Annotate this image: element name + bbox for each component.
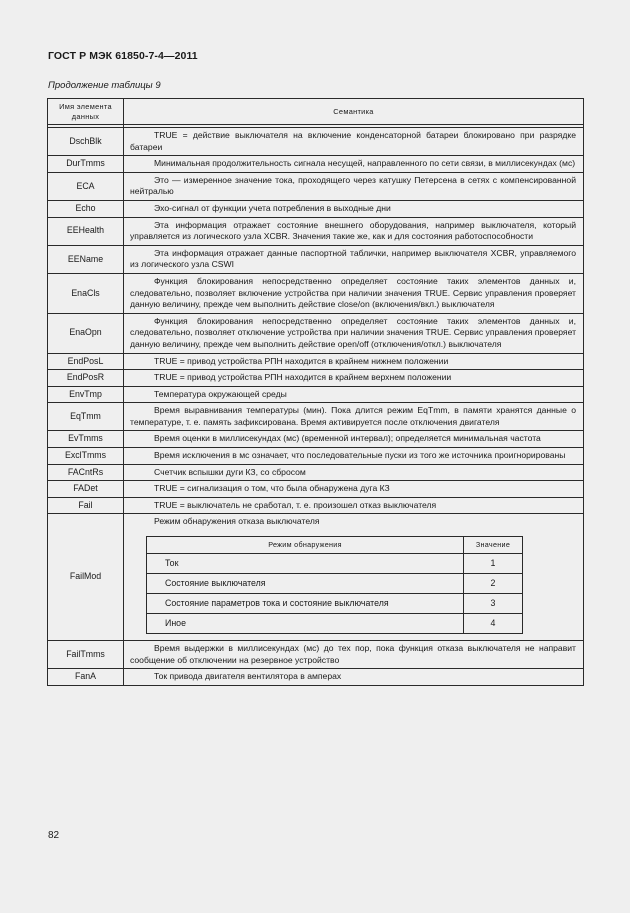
semantics-text: Эта информация отражает данные паспортной таблички, например выключателя XCBR, управляемого из логического узла CSWI xyxy=(130,247,576,270)
column-header-semantics: Семантика xyxy=(124,99,584,125)
semantics-cell xyxy=(124,514,584,641)
semantics-cell xyxy=(124,448,584,465)
semantics-table xyxy=(47,98,584,686)
table-row xyxy=(48,273,584,313)
semantics-text: Время исключения в мс означает, что последовательные пуски из того же источника проигнорированы xyxy=(154,450,566,461)
semantics-cell xyxy=(124,431,584,448)
semantics-cell xyxy=(124,172,584,200)
semantics-text: Это — измеренное значение тока, проходящего через катушку Петерсена в сетях с компенсированной нейтралью xyxy=(130,174,576,197)
semantics-text: Время выравнивания температуры (мин). Пока длится режим EqTmm, в памяти хранятся данные о температуре, т. е. память зафиксирована. Время активируется после отключения двигателя xyxy=(130,405,576,427)
semantics-cell xyxy=(124,156,584,173)
detection-mode-table xyxy=(146,536,523,634)
semantics-cell xyxy=(124,669,584,686)
table-row xyxy=(48,172,584,200)
semantics-cell xyxy=(124,128,584,156)
semantics-text: Режим обнаружения отказа выключателя xyxy=(154,516,320,527)
column-header-value: Значение xyxy=(464,537,523,554)
semantics-text: TRUE = выключатель не сработал, т. е. произошел отказ выключателя xyxy=(154,499,437,510)
semantics-cell xyxy=(124,245,584,273)
table-row xyxy=(48,245,584,273)
semantics-cell xyxy=(124,200,584,217)
data-element-name: EndPosL xyxy=(48,353,124,370)
standard-header: ГОСТ Р МЭК 61850-7-4—2011 xyxy=(48,50,198,62)
data-element-name: ExclTmms xyxy=(48,448,124,465)
table-row xyxy=(48,200,584,217)
semantics-cell xyxy=(124,641,584,669)
sub-table-row xyxy=(147,594,523,614)
table-row xyxy=(48,497,584,514)
semantics-cell xyxy=(124,353,584,370)
semantics-cell xyxy=(124,386,584,403)
semantics-cell xyxy=(124,313,584,353)
semantics-text: Эхо-сигнал от функции учета потребления в выходные дни xyxy=(154,202,391,213)
table-row xyxy=(48,481,584,498)
semantics-text: Время выдержки в миллисекундах (мс) до тех пор, пока функция отказа выключателя не направит сообщение об отключении на резервное устройство xyxy=(130,643,576,665)
semantics-cell xyxy=(124,464,584,481)
semantics-cell xyxy=(124,403,584,431)
table-row xyxy=(48,353,584,370)
semantics-cell xyxy=(124,481,584,498)
semantics-cell xyxy=(124,370,584,387)
data-element-name: EnaCls xyxy=(48,273,124,313)
detection-value: 3 xyxy=(464,594,523,614)
table-row-failmod xyxy=(48,514,584,641)
semantics-text: Минимальная продолжительность сигнала несущей, направленного по сети связи, в миллисекундах (мс) xyxy=(154,158,576,169)
semantics-text: Счетчик вспышки дуги КЗ, со сбросом xyxy=(154,466,306,477)
data-element-name: FACntRs xyxy=(48,464,124,481)
table-row xyxy=(48,128,584,156)
sub-table-row xyxy=(147,574,523,594)
data-element-name: EnaOpn xyxy=(48,313,124,353)
semantics-text: TRUE = сигнализация о том, что была обнаружена дуга КЗ xyxy=(154,483,390,494)
detection-value: 2 xyxy=(464,574,523,594)
table-row xyxy=(48,403,584,431)
column-header-mode: Режим обнаружения xyxy=(147,537,464,554)
page-number: 82 xyxy=(48,830,60,841)
detection-value: 4 xyxy=(464,614,523,634)
semantics-cell xyxy=(124,217,584,245)
data-element-name: EEHealth xyxy=(48,217,124,245)
semantics-text: TRUE = привод устройства РПН находится в крайнем верхнем положении xyxy=(154,372,452,383)
sub-table-header-row xyxy=(147,537,523,554)
semantics-text: Функция блокирования непосредственно определяет состояние таких элементов данных и, следовательно, позволяет включение устройства при наличии значения TRUE. Сервис управления проверяет данную величину, прежде чем выполнить действие close/on (включения/вкл.) выключателя xyxy=(130,275,576,310)
data-element-name: EnvTmp xyxy=(48,386,124,403)
table-row xyxy=(48,217,584,245)
data-element-name: FailMod xyxy=(48,514,124,641)
detection-value: 1 xyxy=(464,554,523,574)
detection-mode: Состояние параметров тока и состояние выключателя xyxy=(147,594,464,614)
sub-table-row xyxy=(147,554,523,574)
data-element-name: EvTmms xyxy=(48,431,124,448)
table-row xyxy=(48,431,584,448)
semantics-text: Температура окружающей среды xyxy=(154,388,287,399)
semantics-text: TRUE = привод устройства РПН находится в крайнем нижнем положении xyxy=(154,355,449,366)
table-row xyxy=(48,386,584,403)
detection-mode: Состояние выключателя xyxy=(147,574,464,594)
table-row xyxy=(48,641,584,669)
data-element-name: FanA xyxy=(48,669,124,686)
table-row xyxy=(48,156,584,173)
semantics-text: TRUE = действие выключателя на включение конденсаторной батареи блокировано при разрядке батареи xyxy=(130,130,576,152)
data-element-name: EqTmm xyxy=(48,403,124,431)
data-element-name: DurTmms xyxy=(48,156,124,173)
semantics-text: Ток привода двигателя вентилятора в амперах xyxy=(154,671,342,682)
data-element-name: Fail xyxy=(48,497,124,514)
semantics-cell xyxy=(124,497,584,514)
table-row xyxy=(48,669,584,686)
data-element-name: ECA xyxy=(48,172,124,200)
data-element-name: Echo xyxy=(48,200,124,217)
table-caption: Продолжение таблицы 9 xyxy=(48,80,161,91)
table-header-row xyxy=(48,99,584,125)
detection-mode: Иное xyxy=(147,614,464,634)
data-element-name: EEName xyxy=(48,245,124,273)
table-row xyxy=(48,448,584,465)
column-header-name: Имя элемента данных xyxy=(48,99,124,125)
data-element-name: DschBlk xyxy=(48,128,124,156)
table-row xyxy=(48,313,584,353)
table-row xyxy=(48,370,584,387)
data-element-name: FADet xyxy=(48,481,124,498)
data-element-name: EndPosR xyxy=(48,370,124,387)
table-row xyxy=(48,464,584,481)
semantics-text: Время оценки в миллисекундах (мс) (временной интервал); определяется минимальная частота xyxy=(154,433,541,444)
semantics-cell xyxy=(124,273,584,313)
sub-table-row xyxy=(147,614,523,634)
semantics-text: Эта информация отражает состояние внешнего оборудования, например выключателя, который управляется из логического узла XCBR. Значения такие же, как и для состояния работоспособности xyxy=(130,219,576,242)
data-element-name: FailTmms xyxy=(48,641,124,669)
detection-mode: Ток xyxy=(147,554,464,574)
semantics-text: Функция блокирования непосредственно определяет состояние таких элементов данных и, следовательно, позволяет отключение устройства при наличии значения TRUE. Сервис управления проверяет данную величину, прежде чем выполнить действие open/off (отключения/откл.) выключателя xyxy=(130,315,577,349)
